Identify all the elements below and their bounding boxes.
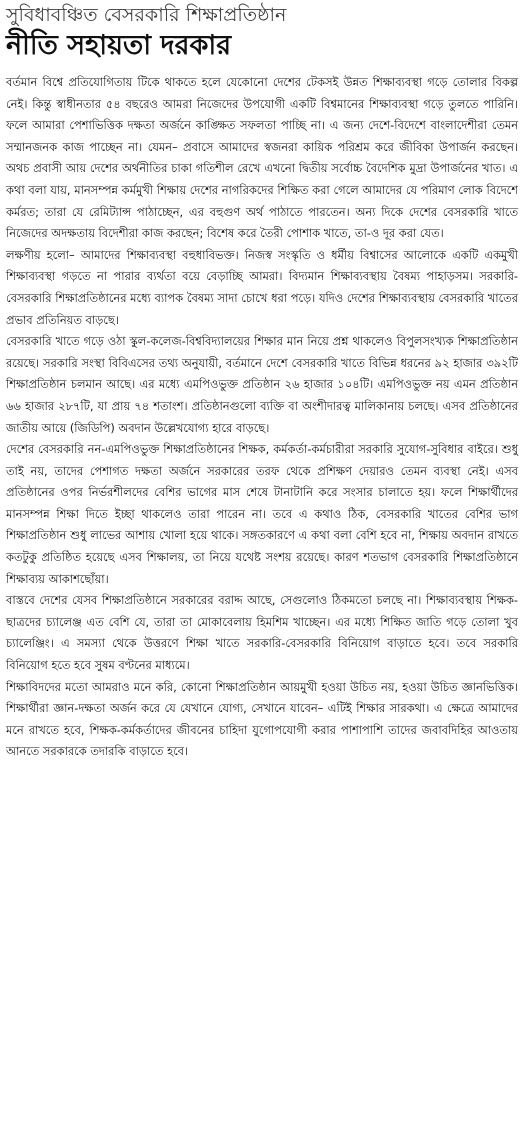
article-paragraph-1: বর্তমান বিশ্বে প্রতিযোগিতায় টিকে থাকতে হলে যেকোনো দেশের টেকসই উন্নত শিক্ষাব্যবস্থা গড়ে তোলার বিকল্প নেই। কিন্তু স্বাধীনতার ৫৪ বছরেও আমরা নিজেদের উপযোগী একটি বিশ্বমানের শিক্ষাব্যবস্থা গড়ে তুলতে পারিনি। ফলে আমারা পেশাভিত্তিক দক্ষতা অর্জনে কাঙ্ক্ষিত সফলতা পাচ্ছি না। এ জন্য দেশে-বিদেশে বাংলাদেশীরা তেমন সম্মানজনক কাজ পাচ্ছেন না। যেমন– প্রবাসে আমাদের স্বজনরা কায়িক পরিশ্রম করে জীবিকা উপার্জন করছেন। অথচ প্রবাসী আয় দেশের অর্থনীতির চাকা গতিশীল রেখে এখনো দ্বিতীয় সর্বোচ্চ বৈদেশিক মুদ্রা উপার্জনের খাত। এ কথা বলা যায়, মানসম্পন্ন কর্মমুখী শিক্ষায় দেশের নাগরিকদের শিক্ষিত করা গেলে আমাদের যে পরিমাণ লোক বিদেশে কর্মরত; তারা যে রেমিট্যান্স পাঠাচ্ছেন, এর বহুগুণ অর্থ পাঠাতে পারতেন। অন্য দিকে দেশের বেসরকারি খাতে নিজেদের অদক্ষতায় বিদেশীরা কাজ করছেন; বিশেষ করে তৈরী পোশাক খাতে, তা-ও দূর করা যেত। xyxy=(6,75,518,241)
article-paragraph-2: লক্ষণীয় হলো– আমাদের শিক্ষাব্যবস্থা বহুধাবিভক্ত। নিজস্ব সংস্কৃতি ও ধর্মীয় বিশ্বাসের আলোকে একটি একমুখী শিক্ষাব্যবস্থা গড়তে না পারার ব্যর্থতা বয়ে বেড়াচ্ছি আমরা। বিদ্যমান শিক্ষাব্যবস্থায় বৈষম্য পাহাড়সম। সরকারি-বেসরকারি শিক্ষাপ্রতিষ্ঠানের মধ্যে ব্যাপক বৈষম্য সাদা চোখে ধরা পড়ে। যদিও দেশের শিক্ষাব্যবস্থায় বেসরকারি খাতের প্রভাব প্রতিনিয়ত বাড়ছে। xyxy=(6,247,518,327)
article-paragraph-4: দেশের বেসরকারি নন-এমপিওভুক্ত শিক্ষাপ্রতিষ্ঠানের শিক্ষক, কর্মকর্তা-কর্মচারীরা সরকারি সুযোগ-সুবিধার বাইরে। শুধু তাই নয়, তাদের পেশাগত দক্ষতা অর্জনে সরকারের তরফ থেকে প্রশিক্ষণ দেয়ারও তেমন ব্যবস্থা নেই। এসব প্রতিষ্ঠানের ওপর নির্ভরশীলদের বেশির ভাগের মাস শেষে টানাটানি করে সংসার চালাতে হয়। ফলে শিক্ষার্থীদের মানসম্পন্ন শিক্ষা দিতে ইচ্ছা থাকলেও তারা পারেন না। তবে এ কথাও ঠিক, বেসরকারি খাতের বেশির ভাগ শিক্ষাপ্রতিষ্ঠান শুধু লাভের আশায় খোলা হয়ে থাকে। সঙ্গতকারণে এ কথা বলা বেশি হবে না, শিক্ষায় অবদান রাখতে কতটুকু প্রতিষ্ঠিত হয়েছে এসব শিক্ষালয়, তা নিয়ে যথেষ্ট সংশয় রয়েছে। কারণ শতভাগ বেসরকারি শিক্ষাপ্রতিষ্ঠানে শিক্ষাব্যয় আকাশছোঁয়া। xyxy=(6,442,518,586)
article-paragraph-3: বেসরকারি খাতে গড়ে ওঠা স্কুল-কলেজ-বিশ্ববিদ্যালয়ের শিক্ষার মান নিয়ে প্রশ্ন থাকলেও বিপুলসংখ্যক শিক্ষাপ্রতিষ্ঠান রয়েছে। সরকারি সংস্থা বিবিএসের তথ্য অনুযায়ী, বর্তমানে দেশে বেসরকারি খাতে বিভিন্ন ধরনের ৯২ হাজার ৩৯২টি শিক্ষাপ্রতিষ্ঠান চলমান আছে। এর মধ্যে এমপিওভুক্ত প্রতিষ্ঠান ২৬ হাজার ১০৪টি। এমপিওভুক্ত নয় এমন প্রতিষ্ঠান ৬৬ হাজার ২৮৭টি, যা প্রায় ৭৪ শতাংশ। প্রতিষ্ঠানগুলো ব্যক্তি বা অংশীদারত্ব মালিকানায় চলছে। এসব প্রতিষ্ঠানের জাতীয় আয়ে (জিডিপি) অবদান উল্লেখযোগ্য হারে বাড়ছে। xyxy=(6,334,518,435)
article-kicker: সুবিধাবঞ্চিত বেসরকারি শিক্ষাপ্রতিষ্ঠান xyxy=(6,4,287,26)
article-paragraph-6: শিক্ষাবিদদের মতো আমরাও মনে করি, কোনো শিক্ষাপ্রতিষ্ঠান আয়মুখী হওয়া উচিত নয়, হওয়া উচিত জ্ঞানভিত্তিক। শিক্ষার্থীরা জ্ঞান-দক্ষতা অর্জন করে যে যেখানে যোগ্য, সেখানে যাবেন– এটিই শিক্ষার সারকথা। এ ক্ষেত্রে আমাদের মনে রাখতে হবে, শিক্ষক-কর্মকর্তাদের জীবনের চাহিদা যুগোপযোগী করার পাশাপাশি তাদের জবাবদিহির আওতায় আনতে সরকারকে তদারকি বাড়াতে হবে। xyxy=(6,679,518,759)
article-headline: নীতি সহায়তা দরকার xyxy=(6,30,232,61)
editorial-article xyxy=(6,2,518,763)
article-body xyxy=(6,72,518,763)
article-paragraph-5: বাস্তবে দেশের যেসব শিক্ষাপ্রতিষ্ঠানে সরকারের বরাদ্দ আছে, সেগুলোও ঠিকমতো চলছে না। শিক্ষাব্যবস্থায় শিক্ষক-ছাত্রদের চ্যালেঞ্জ এত বেশি যে, তারা তা মোকাবেলায় হিমশিম খাচ্ছেন। এর মধ্যে শিক্ষিত জাতি গড়ে তোলা খুব চ্যালেঞ্জিং। এ সমস্যা থেকে উত্তরণে শিক্ষা খাতে সরকারি-বেসরকারি বিনিয়োগ বাড়াতে হবে। তবে সরকারি বিনিয়োগ হতে হবে সুষম বণ্টনের মাধ্যমে। xyxy=(6,593,518,673)
